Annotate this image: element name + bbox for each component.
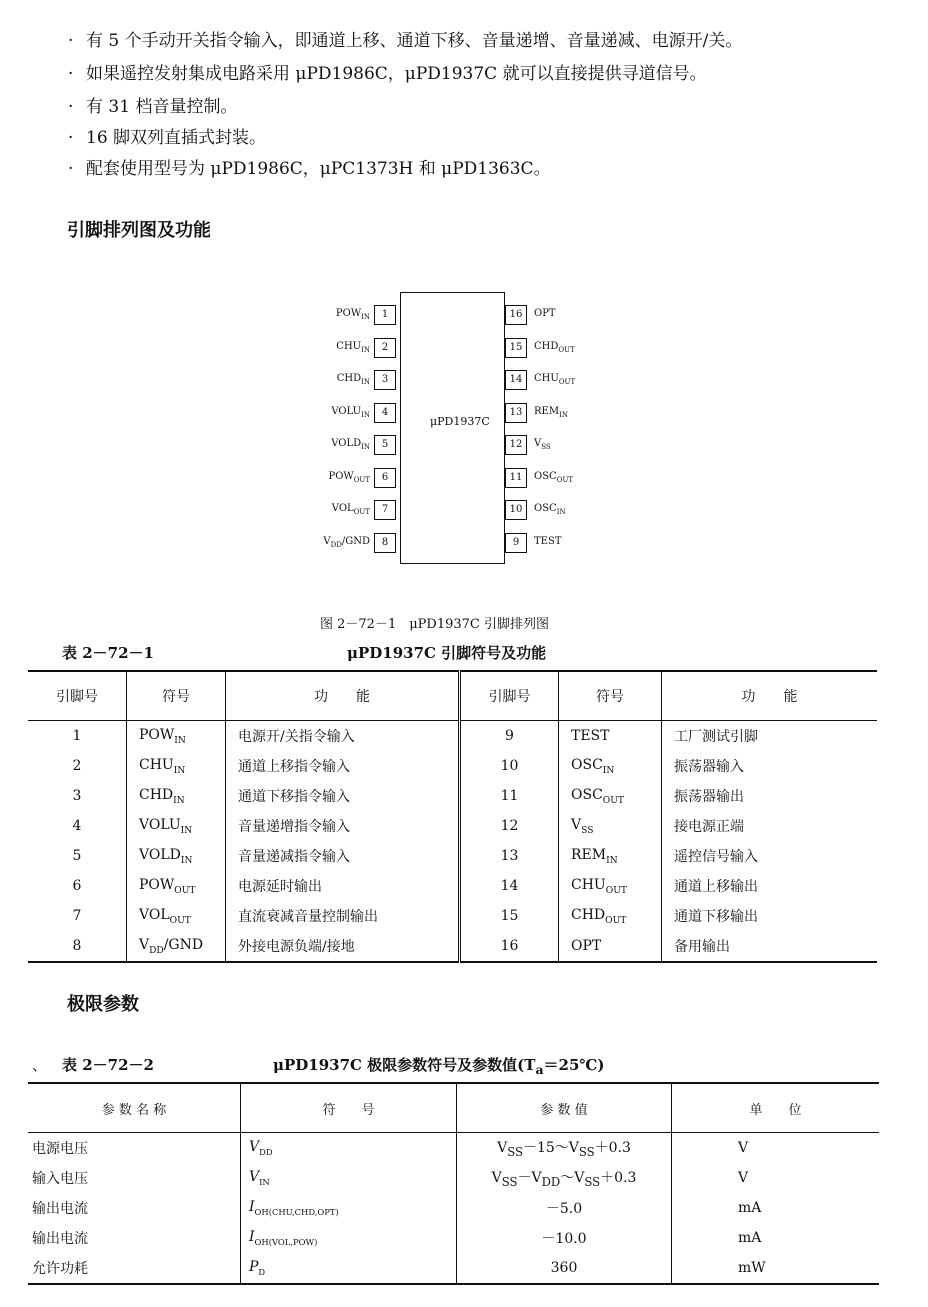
pin-number-cell: 3 (72, 788, 82, 804)
param-name-cell: 输出电流 (32, 1201, 88, 1217)
pin-label (534, 406, 568, 419)
symbol-text: VOLU (139, 816, 181, 833)
table-row (28, 1223, 879, 1253)
table-row (28, 931, 877, 962)
pin-symbol: OPT (534, 308, 556, 319)
pin-number-cell: 13 (460, 841, 559, 871)
function-cell: 外接电源负端/接地 (226, 931, 460, 962)
table-row (28, 1163, 879, 1193)
pin-symbol: POW (328, 470, 354, 482)
pin-subscript: IN (361, 410, 370, 419)
pin-symbol: TEST (534, 535, 562, 547)
pin-number-cell: 6 (72, 878, 82, 894)
param-symbol-cell (241, 1193, 457, 1223)
param-unit-cell: V (672, 1133, 880, 1164)
param-symbol-cell (241, 1223, 457, 1253)
pin-number-box: 15 (505, 338, 527, 358)
pin-number-cell: 14 (460, 871, 559, 901)
table-header-row (28, 671, 877, 721)
bullet-item: · 有 31 档音量控制。 (68, 97, 238, 117)
pin-suffix: /GND (341, 535, 370, 547)
symbol-subscript: IN (606, 855, 618, 866)
col-header: 参 数 名 称 (28, 1083, 241, 1133)
symbol-subscript: IN (180, 855, 193, 866)
pin-subscript: IN (361, 378, 370, 386)
table-row (28, 841, 877, 871)
pin-symbol: CHU (336, 340, 362, 352)
bullet-item: · 有 5 个手动开关指令输入，即通道上移、通道下移、音量递增、音量递减、电源开/关。 (68, 31, 743, 51)
table-row (28, 1193, 879, 1223)
param-value-cell: $V_{SS}-15\sim V_{SS}+0.3$ (457, 1133, 672, 1164)
pin-number-box: 4 (374, 403, 396, 423)
pin-symbol: CHD (534, 340, 559, 352)
pin-label (300, 406, 370, 419)
symbol-subscript: OUT (605, 885, 627, 896)
symbol-subscript: OH(CHU,CHD,OPT) (254, 1206, 339, 1217)
pin-symbol: OSC (534, 503, 557, 514)
symbol-subscript: OH(VOL,POW) (254, 1236, 318, 1247)
pin-number-cell: 12 (460, 811, 559, 841)
param-symbol-cell (241, 1253, 457, 1284)
pin-symbol: OSC (534, 470, 557, 482)
symbol-text: V (249, 1139, 260, 1156)
param-unit-cell: mA (672, 1223, 880, 1253)
table-row (28, 721, 877, 752)
function-cell: 音量递增指令输入 (226, 811, 460, 841)
pin-number-cell: 7 (72, 908, 82, 924)
pin-subscript: OUT (353, 475, 370, 484)
param-value-cell: $V_{SS}-V_{DD}\sim V_{SS}+0.3$ (457, 1163, 672, 1193)
pin-number-box: 1 (374, 305, 396, 325)
param-unit-cell: mA (672, 1193, 880, 1223)
pin-number-cell: 15 (460, 901, 559, 931)
symbol-text: OSC (571, 786, 603, 803)
pin-label (534, 341, 575, 354)
symbol-subscript: OUT (169, 915, 191, 926)
symbol-text: V (571, 816, 582, 833)
symbol-cell (559, 931, 662, 962)
pin-label (534, 373, 575, 386)
pin-number-box: 10 (505, 500, 527, 520)
symbol-subscript: IN (173, 795, 185, 806)
symbol-cell (127, 901, 226, 931)
function-cell: 工厂测试引脚 (662, 721, 878, 752)
table1-label: 表 2－72－1 (62, 644, 154, 662)
function-cell: 振荡器输出 (662, 781, 878, 811)
table2-label: 表 2－72－2 (62, 1056, 154, 1074)
pin-symbol: REM (534, 405, 560, 417)
symbol-subscript: OUT (605, 915, 627, 926)
symbol-cell (559, 751, 662, 781)
symbol-text: CHU (571, 876, 606, 893)
symbol-subscript: SS (581, 825, 594, 836)
pin-label (300, 308, 370, 321)
symbol-text: CHU (139, 756, 174, 773)
table2-title: μPD1937C 极限参数符号及参数值$(T_a=25℃)$ (273, 1056, 605, 1077)
pin-subscript: OUT (556, 475, 574, 484)
symbol-cell (127, 751, 226, 781)
pin-symbol: CHU (534, 373, 559, 384)
symbol-text: POW (139, 726, 175, 743)
section-heading-limits: 极限参数 (67, 994, 139, 1015)
pin-number-box: 9 (505, 533, 527, 553)
pin-label (300, 438, 370, 451)
col-header: 符号 (559, 671, 662, 721)
param-value-cell: 360 (457, 1253, 672, 1284)
symbol-subscript: OUT (174, 885, 196, 896)
symbol-cell (127, 811, 226, 841)
pin-subscript: IN (361, 443, 370, 451)
symbol-cell (559, 721, 662, 752)
bullet-item: · 16 脚双列直插式封装。 (68, 128, 267, 148)
pin-symbol: VOLD (331, 438, 362, 449)
function-cell: 电源延时输出 (226, 871, 460, 901)
symbol-cell (127, 841, 226, 871)
param-unit-cell: mW (672, 1253, 880, 1284)
symbol-cell (559, 781, 662, 811)
bullet-item: · 如果遥控发射集成电路采用 μPD1986C，μPD1937C 就可以直接提供寻道信号。 (68, 64, 707, 84)
pin-label (300, 373, 370, 386)
pin-label (300, 503, 370, 516)
symbol-text: V (139, 936, 150, 953)
symbol-cell (559, 871, 662, 901)
table-row (28, 1133, 879, 1164)
pin-number-box: 3 (374, 370, 396, 390)
pin-subscript: IN (559, 410, 568, 419)
function-cell: 直流衰减音量控制输出 (226, 901, 460, 931)
table-row (28, 901, 877, 931)
symbol-subscript: IN (173, 765, 186, 776)
col-header: 符号 (127, 671, 226, 721)
col-header: 参 数 值 (457, 1083, 672, 1133)
table2-mark: 、 (32, 1056, 48, 1074)
pin-label (534, 503, 566, 516)
chip-name: μPD1937C (430, 415, 490, 428)
pin-label (300, 341, 370, 354)
pin-number-box: 11 (505, 468, 527, 488)
param-value-cell: －10.0 (457, 1223, 672, 1253)
chip-body (400, 292, 505, 564)
pin-number-box: 13 (505, 403, 527, 423)
symbol-subscript: IN (180, 825, 193, 836)
pin-subscript: DD (330, 540, 342, 549)
symbol-text: TEST (571, 728, 610, 744)
symbol-text: CHD (139, 786, 174, 803)
symbol-cell (127, 721, 226, 752)
col-header: 单 位 (672, 1083, 880, 1133)
pin-number-cell: 10 (460, 751, 559, 781)
param-symbol-cell (241, 1133, 457, 1164)
col-header: 引脚号 (28, 671, 127, 721)
col-header: 符 号 (241, 1083, 457, 1133)
symbol-text: V (249, 1169, 260, 1186)
pin-label (534, 308, 556, 319)
symbol-subscript: D (258, 1266, 266, 1277)
symbol-subscript: OUT (602, 795, 624, 806)
symbol-subscript: IN (259, 1176, 270, 1187)
function-cell: 通道上移输出 (662, 871, 878, 901)
col-header: 引脚号 (460, 671, 559, 721)
function-cell: 接电源正端 (662, 811, 878, 841)
table-row (28, 781, 877, 811)
symbol-text: CHD (571, 906, 606, 923)
symbol-subscript: DD (149, 945, 164, 956)
col-header: 功 能 (662, 671, 878, 721)
function-cell: 音量递减指令输入 (226, 841, 460, 871)
pin-symbol: VOL (331, 503, 354, 514)
param-symbol-cell (241, 1163, 457, 1193)
pin-subscript: OUT (558, 345, 575, 354)
symbol-cell (559, 841, 662, 871)
symbol-text: I (249, 1199, 255, 1216)
param-name-cell: 输出电流 (32, 1231, 88, 1247)
param-name-cell: 输入电压 (32, 1171, 88, 1187)
pin-symbol: V (323, 535, 331, 547)
pin-number-cell: 4 (72, 818, 82, 834)
param-name-cell: 允许功耗 (28, 1253, 241, 1284)
pin-label (534, 471, 573, 484)
param-unit-cell: V (672, 1163, 880, 1193)
pin-number-box: 7 (374, 500, 396, 520)
symbol-subscript: IN (602, 765, 615, 776)
function-cell: 通道下移输出 (662, 901, 878, 931)
pin-number-box: 5 (374, 435, 396, 455)
bullet-item: · 配套使用型号为 μPD1986C，μPC1373H 和 μPD1363C。 (68, 159, 551, 179)
function-cell: 遥控信号输入 (662, 841, 878, 871)
symbol-suffix: /GND (163, 936, 204, 953)
symbol-cell (127, 871, 226, 901)
symbol-cell (559, 811, 662, 841)
symbol-subscript: DD (259, 1146, 273, 1157)
symbol-subscript: IN (174, 735, 186, 746)
pin-label (534, 536, 562, 547)
pin-number-box: 6 (374, 468, 396, 488)
col-header: 功 能 (226, 671, 460, 721)
pin-label (300, 471, 370, 484)
pin-number-box: 8 (374, 533, 396, 553)
symbol-text: POW (139, 876, 175, 893)
table-row (28, 751, 877, 781)
pin-number-cell: 9 (460, 721, 559, 752)
table-row (28, 811, 877, 841)
pin-number-cell: 16 (460, 931, 559, 962)
table1-title: μPD1937C 引脚符号及功能 (347, 644, 547, 662)
pin-number-box: 14 (505, 370, 527, 390)
pin-number-cell: 2 (72, 758, 82, 774)
pin-function-table (28, 670, 877, 963)
pin-number-box: 12 (505, 435, 527, 455)
symbol-cell (127, 931, 226, 962)
symbol-text: VOLD (139, 846, 181, 863)
pin-number-box: 2 (374, 338, 396, 358)
pin-subscript: SS (541, 443, 551, 451)
pin-symbol: VOLU (331, 405, 362, 417)
pin-subscript: OUT (558, 378, 576, 386)
function-cell: 通道下移指令输入 (226, 781, 460, 811)
pin-subscript: IN (361, 345, 370, 354)
pin-number-cell: 8 (28, 931, 127, 962)
limit-params-table (28, 1082, 879, 1285)
symbol-text: VOL (139, 906, 170, 923)
pin-number-box: 16 (505, 305, 527, 325)
table-header-row (28, 1083, 879, 1133)
pin-label (534, 438, 551, 451)
symbol-text: OPT (571, 938, 602, 954)
symbol-text: REM (571, 846, 607, 863)
pin-subscript: IN (361, 313, 370, 321)
figure-caption: 图 2－72－1 μPD1937C 引脚排列图 (320, 617, 549, 632)
pin-label (300, 536, 370, 549)
function-cell: 振荡器输入 (662, 751, 878, 781)
function-cell: 通道上移指令输入 (226, 751, 460, 781)
pin-number-cell: 1 (72, 728, 82, 744)
symbol-text: I (249, 1229, 255, 1246)
section-heading-pinout: 引脚排列图及功能 (67, 220, 211, 241)
symbol-cell (559, 901, 662, 931)
pin-subscript: IN (556, 508, 566, 516)
param-name-cell: 电源电压 (32, 1141, 88, 1157)
pin-number-cell: 11 (460, 781, 559, 811)
symbol-text: P (249, 1259, 259, 1276)
pin-number-cell: 5 (72, 848, 82, 864)
symbol-cell (127, 781, 226, 811)
symbol-text: OSC (571, 756, 603, 773)
pin-symbol: CHD (336, 373, 362, 384)
pin-symbol: V (534, 438, 542, 449)
function-cell: 备用输出 (662, 931, 878, 962)
function-cell: 电源开/关指令输入 (226, 721, 460, 752)
pin-subscript: OUT (353, 508, 370, 516)
param-value-cell: －5.0 (457, 1193, 672, 1223)
table-row (28, 1253, 879, 1284)
pin-symbol: POW (335, 308, 362, 319)
table-row (28, 871, 877, 901)
